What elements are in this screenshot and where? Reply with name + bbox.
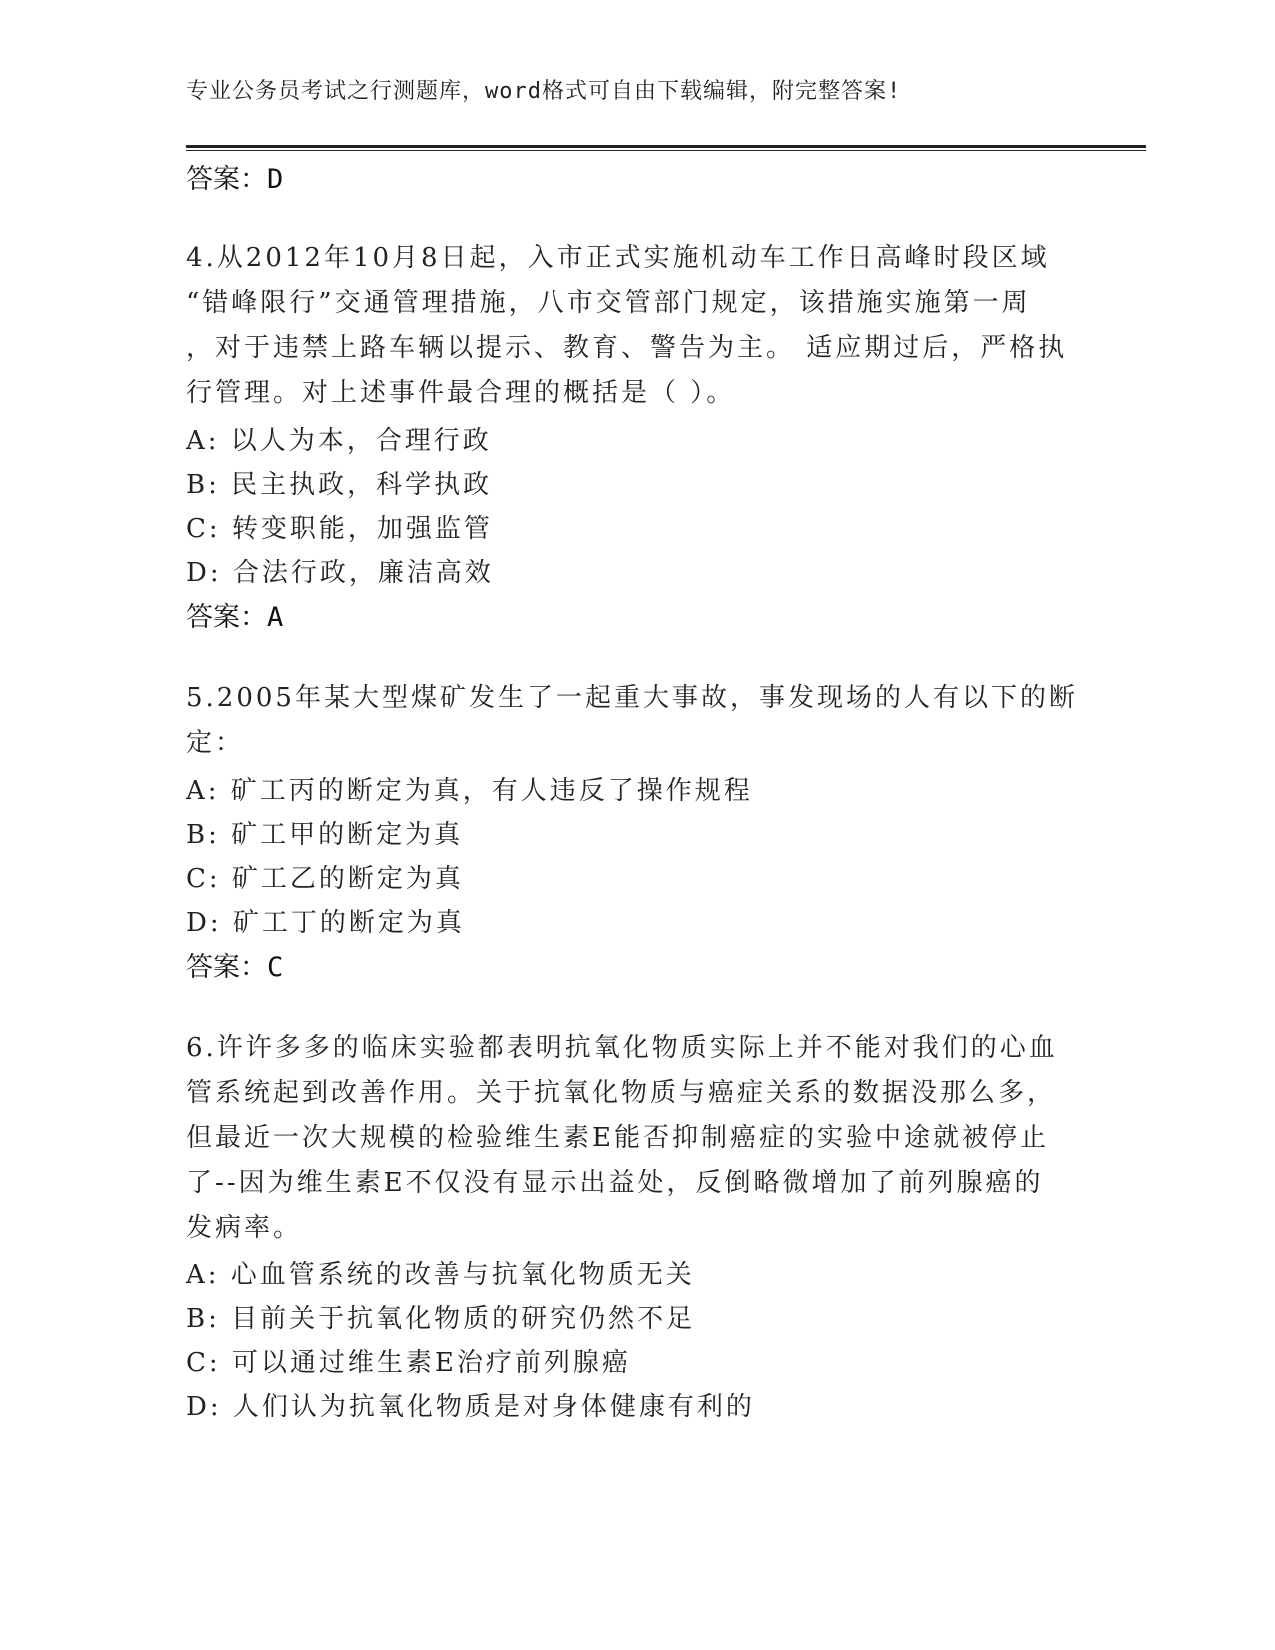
- question-4-option-d: D: 合法行政，廉洁高效: [186, 558, 494, 588]
- question-6-line: 但最近一次大规模的检验维生素E能否抑制癌症的实验中途就被停止: [186, 1123, 1049, 1153]
- question-5-option-c: C: 矿工乙的断定为真: [186, 864, 464, 894]
- question-4-answer: 答案：A: [186, 602, 284, 633]
- question-6-option-b: B: 目前关于抗氧化物质的研究仍然不足: [186, 1304, 696, 1334]
- question-5-answer: 答案：C: [186, 952, 284, 983]
- question-6-line: 了--因为维生素E不仅没有显示出益处，反倒略微增加了前列腺癌的: [186, 1168, 1044, 1198]
- question-4-line: ，对于违禁上路车辆以提示、教育、警告为主。 适应期过后，严格执: [186, 333, 1068, 363]
- answer-previous: 答案：D: [186, 164, 284, 195]
- question-6-option-a: A: 心血管系统的改善与抗氧化物质无关: [186, 1260, 695, 1290]
- question-4-line: “错峰限行”交通管理措施，八市交管部门规定，该措施实施第一周: [186, 288, 1031, 318]
- question-4-line: 行管理。对上述事件最合理的概括是（ ）。: [186, 378, 736, 408]
- question-6-line: 发病率。: [186, 1213, 303, 1243]
- question-6-option-d: D: 人们认为抗氧化物质是对身体健康有利的: [186, 1392, 755, 1422]
- question-4-option-a: A: 以人为本，合理行政: [186, 426, 492, 456]
- question-5-line: 5.2005年某大型煤矿发生了一起重大事故，事发现场的人有以下的断: [186, 683, 1078, 713]
- question-5-option-b: B: 矿工甲的断定为真: [186, 820, 464, 850]
- header-rule-thick: [186, 145, 1146, 148]
- question-5-stem: [186, 676, 1078, 766]
- question-4-stem: [186, 236, 1066, 416]
- question-6-line: 管系统起到改善作用。关于抗氧化物质与癌症关系的数据没那么多，: [186, 1078, 1057, 1108]
- question-6-option-c: C: 可以通过维生素E治疗前列腺癌: [186, 1348, 631, 1378]
- page-header: 专业公务员考试之行测题库，word格式可自由下载编辑，附完整答案!: [186, 79, 902, 104]
- question-5-option-a: A: 矿工丙的断定为真，有人违反了操作规程: [186, 776, 753, 806]
- header-rule-thin: [186, 150, 1146, 151]
- question-6-line: 6.许许多多的临床实验都表明抗氧化物质实际上并不能对我们的心血: [186, 1033, 1058, 1063]
- question-4-line: 4.从2012年10月8日起，入市正式实施机动车工作日高峰时段区域: [186, 243, 1050, 273]
- question-4-option-b: B: 民主执政，科学执政: [186, 470, 493, 500]
- question-5-line: 定：: [186, 728, 245, 758]
- question-5-option-d: D: 矿工丁的断定为真: [186, 908, 465, 938]
- question-4-option-c: C: 转变职能，加强监管: [186, 514, 493, 544]
- question-6-stem: [186, 1026, 1066, 1251]
